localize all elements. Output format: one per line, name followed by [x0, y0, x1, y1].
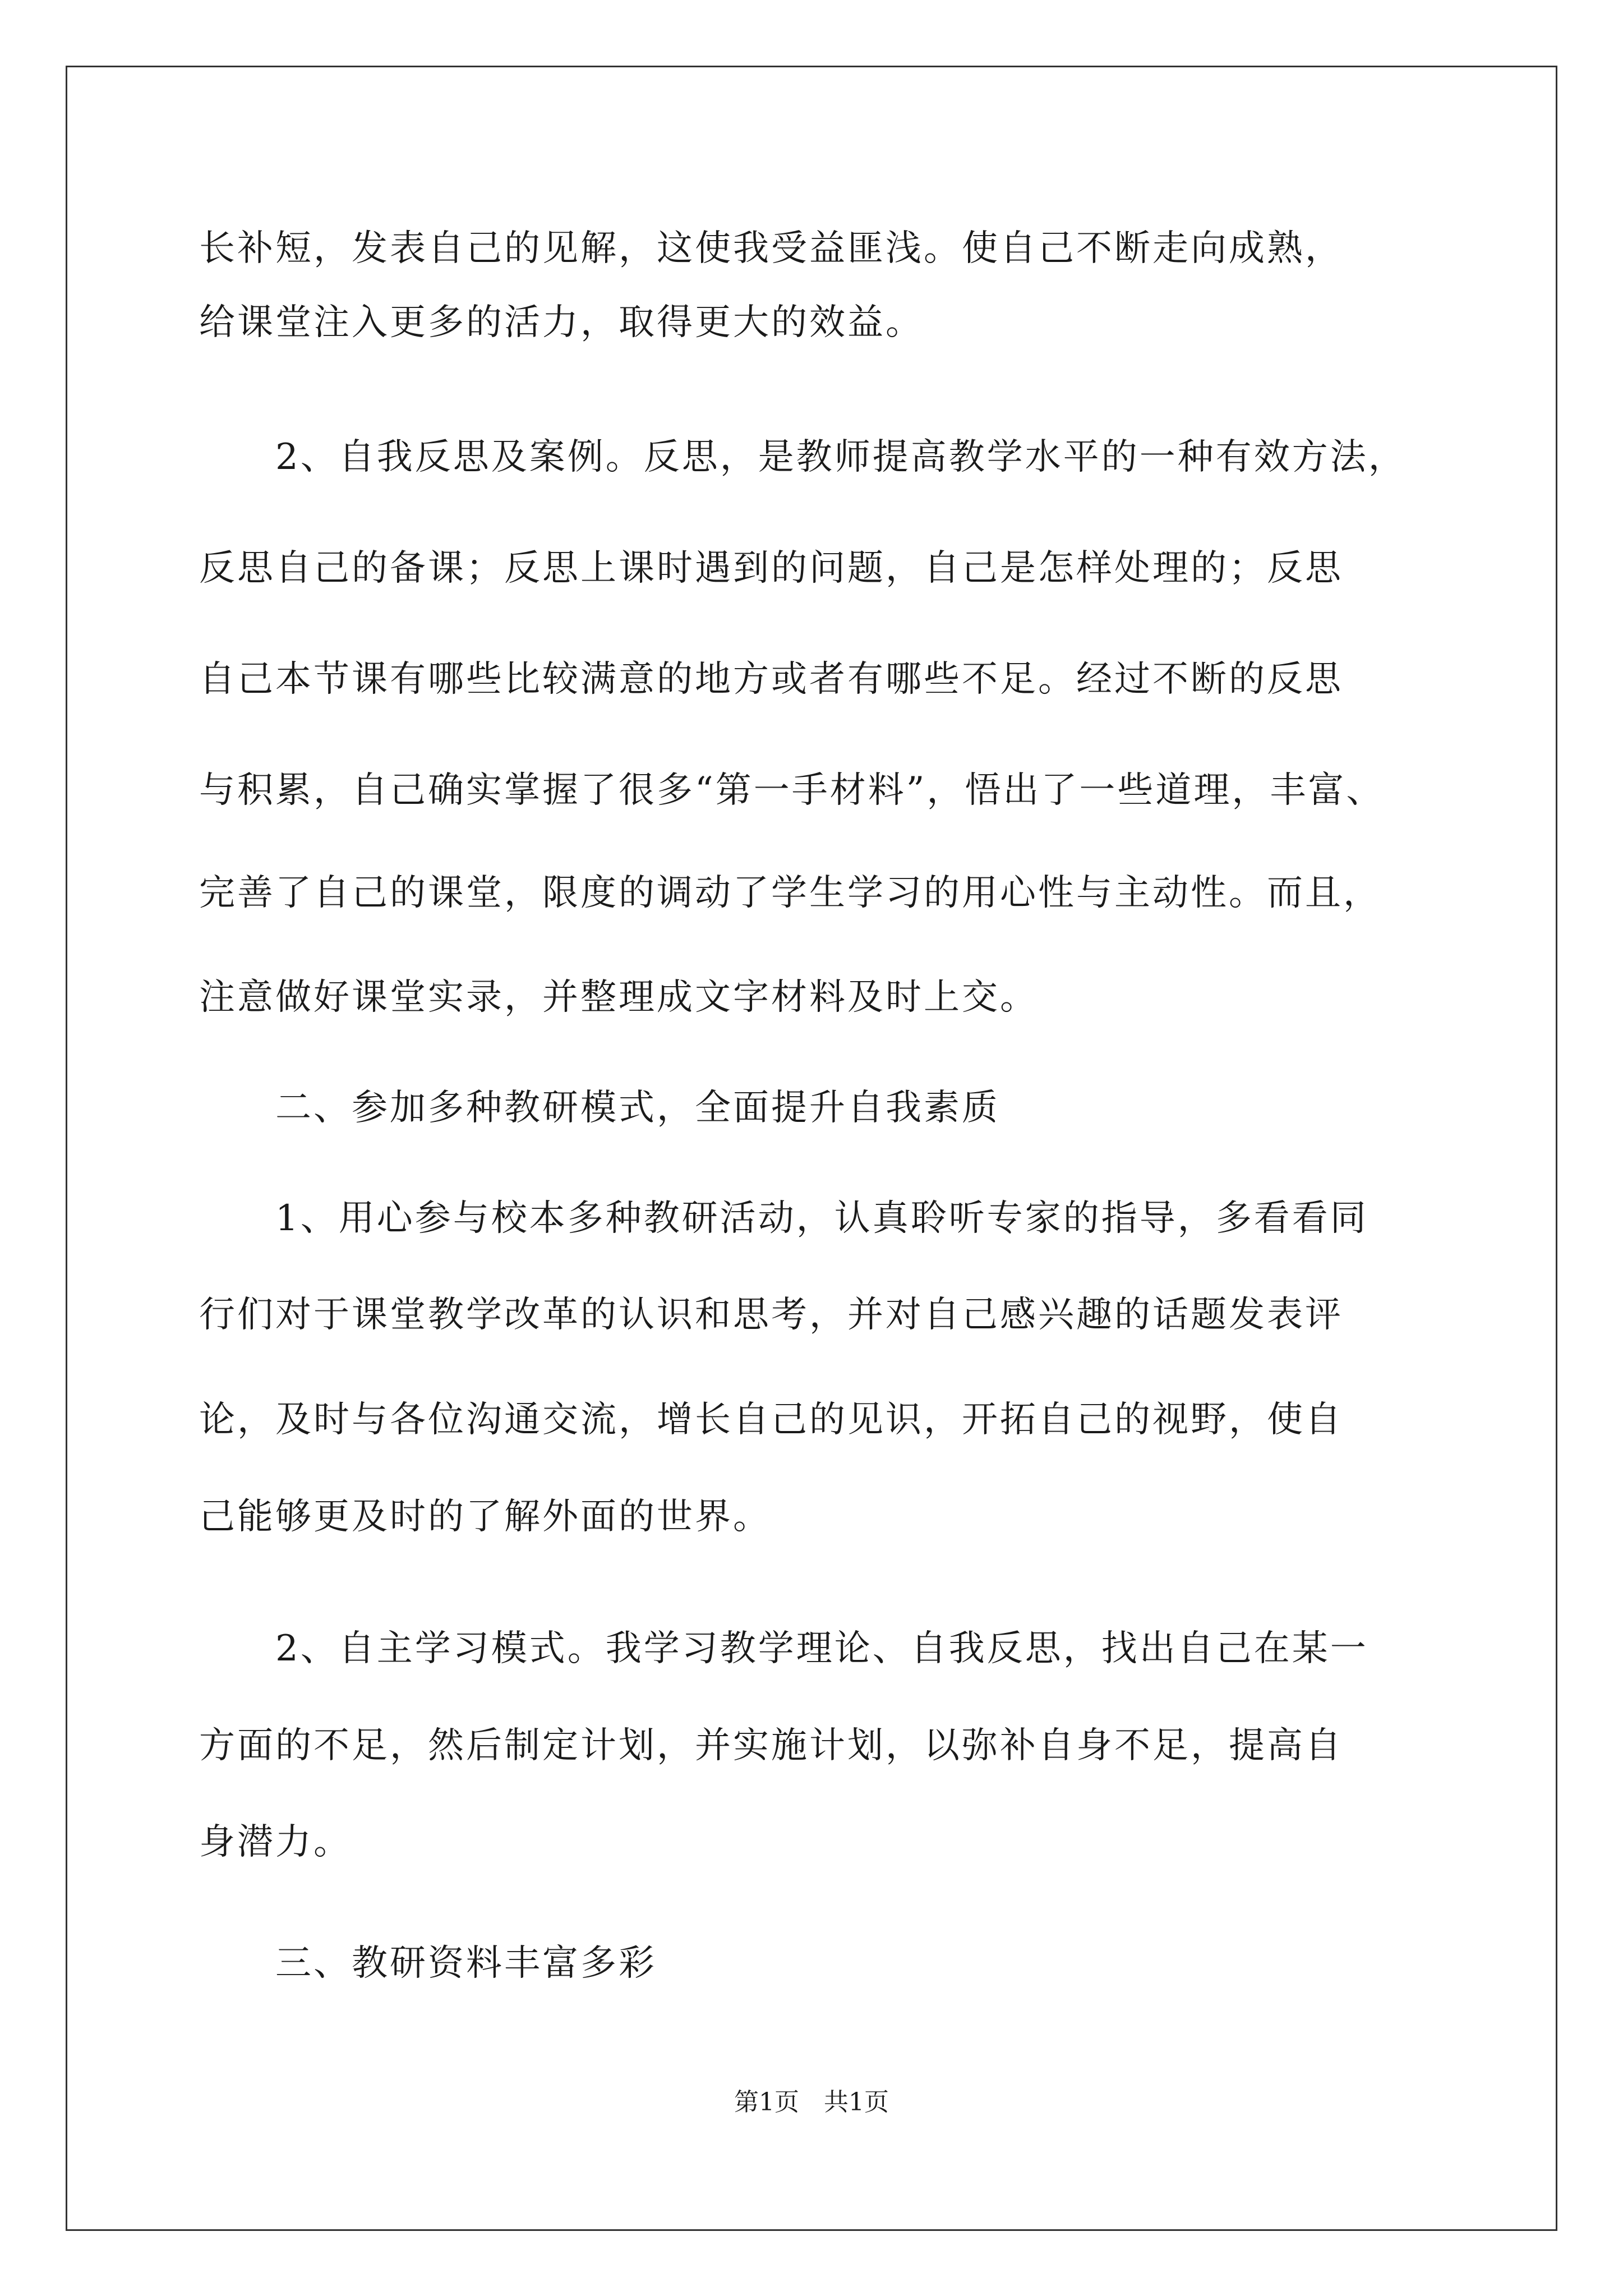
text-line: 与积累，自己确实掌握了很多“第一手材料”，悟出了一些道理，丰富、	[199, 770, 1385, 811]
text-line: 长补短，发表自己的见解，这使我受益匪浅。使自己不断走向成熟，	[199, 228, 1343, 269]
text-line: 身潜力。	[199, 1821, 352, 1863]
text-line: 注意做好课堂实录，并整理成文字材料及时上交。	[199, 977, 1038, 1018]
text-line: 论，及时与各位沟通交流，增长自己的见识，开拓自己的视野，使自	[199, 1399, 1343, 1441]
page-number-footer: 第1页 共1页	[734, 2088, 889, 2116]
text-line: 完善了自己的课堂，限度的调动了学生学习的用心性与主动性。而且，	[199, 872, 1381, 914]
text-line: 自己本节课有哪些比较满意的地方或者有哪些不足。经过不断的反思	[199, 659, 1343, 700]
section-heading: 二、参加多种教研模式，全面提升自我素质	[199, 1087, 1000, 1129]
text-line: 行们对于课堂教学改革的认识和思考，并对自己感兴趣的话题发表评	[199, 1294, 1343, 1336]
page-border	[66, 66, 1557, 2231]
text-line: 反思自己的备课；反思上课时遇到的问题，自己是怎样处理的；反思	[199, 547, 1343, 589]
text-line: 己能够更及时的了解外面的世界。	[199, 1496, 771, 1538]
section-heading: 三、教研资料丰富多彩	[199, 1943, 657, 1984]
text-line: 方面的不足，然后制定计划，并实施计划，以弥补自身不足，提高自	[199, 1725, 1343, 1766]
text-line: 2、自我反思及案例。反思，是教师提高教学水平的一种有效方法，	[199, 436, 1407, 478]
text-line: 给课堂注入更多的活力，取得更大的效益。	[199, 302, 924, 343]
text-line: 1、用心参与校本多种教研活动，认真聆听专家的指导，多看看同	[199, 1198, 1368, 1239]
text-line: 2、自主学习模式。我学习教学理论、自我反思，找出自己在某一	[199, 1628, 1368, 1669]
